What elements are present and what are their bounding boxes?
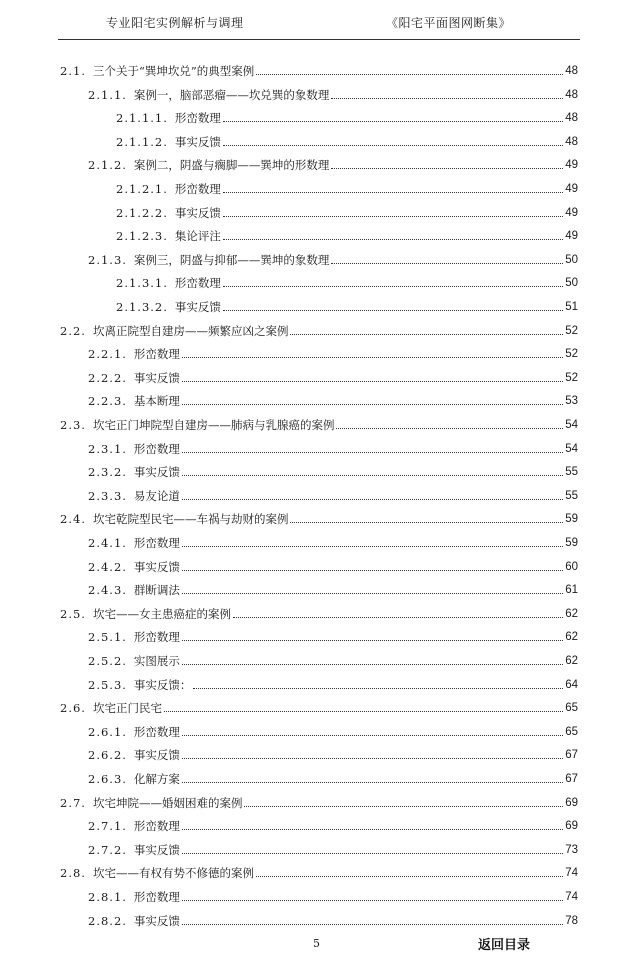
toc-entry[interactable] xyxy=(88,463,578,479)
toc-entry[interactable] xyxy=(60,62,578,78)
toc-entry-page: 50 xyxy=(565,253,578,266)
toc-entry-page: 54 xyxy=(565,419,578,431)
toc-entry-title: 基本断理 xyxy=(133,394,180,409)
toc-entry-title: 坎宅正门坤院型自建房——肺病与乳腺癌的案例 xyxy=(92,418,335,432)
toc-entry[interactable] xyxy=(116,180,578,196)
header-divider xyxy=(58,39,580,40)
toc-entry-page: 61 xyxy=(565,584,578,597)
toc-entry-number: 2.1.3. xyxy=(88,252,127,267)
toc-dot-leader xyxy=(182,829,563,830)
toc-dot-leader xyxy=(223,216,563,217)
toc-entry[interactable] xyxy=(88,676,578,692)
toc-entry-title: 形峦数理 xyxy=(174,182,221,196)
toc-entry-page: 65 xyxy=(565,702,578,715)
toc-entry-title: 事实反馈 xyxy=(133,370,180,385)
toc-entry[interactable] xyxy=(88,392,578,408)
toc-dot-leader xyxy=(182,900,563,901)
toc-dot-leader xyxy=(182,499,563,500)
toc-entry-page: 62 xyxy=(565,655,578,667)
toc-entry-title: 事实反馈 xyxy=(133,913,180,928)
toc-entry[interactable] xyxy=(116,274,578,290)
toc-entry[interactable] xyxy=(88,440,578,456)
toc-entry-title: 形峦数理 xyxy=(133,890,180,904)
toc-entry-number: 2.4.2. xyxy=(88,559,127,574)
toc-entry[interactable] xyxy=(88,581,578,597)
toc-entry-title: 坎离正院型自建房——频繁应凶之案例 xyxy=(92,323,289,338)
toc-dot-leader xyxy=(164,711,563,712)
toc-entry-page: 74 xyxy=(565,867,578,880)
toc-entry-number: 2.1.1.1. xyxy=(116,111,168,126)
toc-entry-page: 49 xyxy=(565,183,578,195)
toc-entry-page: 49 xyxy=(565,206,578,219)
toc-dot-leader xyxy=(256,876,563,877)
toc-entry-title: 坎宅乾院型民宅——车祸与劫财的案例 xyxy=(92,512,289,527)
toc-entry-page: 52 xyxy=(565,324,578,337)
toc-dot-leader xyxy=(182,570,563,571)
toc-entry-number: 2.3.2. xyxy=(88,465,127,480)
toc-entry[interactable] xyxy=(60,605,578,621)
toc-dot-leader xyxy=(182,357,563,358)
toc-entry-page: 48 xyxy=(565,88,578,101)
toc-entry-number: 2.7.2. xyxy=(88,842,127,857)
toc-entry-title: 案例二，阴盛与瘸脚——巽坤的形数理 xyxy=(133,158,330,173)
toc-dot-leader xyxy=(331,263,563,264)
toc-entry-title: 实图展示 xyxy=(133,654,180,668)
toc-entry-number: 2.4.1. xyxy=(88,536,127,550)
toc-entry[interactable] xyxy=(88,723,578,739)
toc-entry-title: 事实反馈 xyxy=(174,300,221,314)
toc-entry-number: 2.4.3. xyxy=(88,583,127,598)
toc-entry[interactable] xyxy=(88,86,578,102)
toc-entry-title: 形峦数理 xyxy=(133,347,180,362)
toc-entry-page: 48 xyxy=(565,65,578,77)
toc-entry-page: 62 xyxy=(565,607,578,620)
toc-dot-leader xyxy=(182,640,563,641)
toc-entry[interactable] xyxy=(88,345,578,361)
toc-entry[interactable] xyxy=(60,699,578,715)
toc-entry[interactable] xyxy=(88,251,578,267)
toc-entry-number: 2.1. xyxy=(60,64,86,78)
toc-entry-page: 49 xyxy=(565,159,578,172)
toc-entry-page: 59 xyxy=(565,537,578,549)
back-to-contents-link[interactable]: 返回目录 xyxy=(478,937,531,952)
toc-entry-page: 78 xyxy=(565,914,578,927)
toc-entry-number: 2.8.1. xyxy=(88,890,127,904)
toc-entry-title: 案例三，阴盛与抑郁——巽坤的象数理 xyxy=(133,252,330,267)
toc-entry[interactable] xyxy=(60,864,578,880)
toc-entry-page: 49 xyxy=(565,230,578,243)
toc-entry-number: 2.2. xyxy=(60,323,86,338)
toc-dot-leader xyxy=(331,168,563,169)
toc-dot-leader xyxy=(182,546,563,547)
toc-entry-number: 2.1.2. xyxy=(88,158,127,173)
toc-entry-number: 2.6. xyxy=(60,701,86,716)
toc-dot-leader xyxy=(182,853,563,854)
toc-entry-page: 69 xyxy=(565,820,578,833)
toc-entry[interactable] xyxy=(88,888,578,904)
toc-entry-number: 2.6.1. xyxy=(88,724,127,739)
toc-dot-leader xyxy=(182,593,563,594)
toc-dot-leader xyxy=(182,924,563,925)
toc-entry[interactable] xyxy=(60,416,578,432)
toc-dot-leader xyxy=(182,404,563,405)
toc-entry-number: 2.3.1. xyxy=(88,441,127,456)
toc-entry-page: 67 xyxy=(565,749,578,762)
toc-dot-leader xyxy=(182,452,563,453)
toc-entry[interactable] xyxy=(60,510,578,526)
toc-entry-page: 55 xyxy=(565,466,578,479)
toc-entry-title: 三个关于“巽坤坎兑”的典型案例 xyxy=(92,64,255,78)
toc-dot-leader xyxy=(336,428,563,429)
toc-entry-number: 2.1.3.1. xyxy=(116,276,168,291)
toc-entry-page: 51 xyxy=(565,301,578,313)
toc-entry-page: 50 xyxy=(565,277,578,290)
toc-dot-leader xyxy=(290,522,563,523)
toc-entry-title: 事实反馈 xyxy=(174,205,221,220)
toc-entry-number: 2.1.2.2. xyxy=(116,205,168,220)
page-number: 5 xyxy=(313,937,320,950)
toc-entry-number: 2.1.3.2. xyxy=(116,300,168,314)
toc-entry[interactable] xyxy=(60,794,578,810)
toc-entry[interactable] xyxy=(88,841,578,857)
toc-entry-page: 52 xyxy=(565,371,578,384)
header-book-title: 专业阳宅实例解析与调理 xyxy=(106,16,244,30)
toc-dot-leader xyxy=(244,806,563,807)
toc-entry-title: 形峦数理 xyxy=(174,111,221,126)
toc-entry[interactable] xyxy=(88,817,578,833)
toc-dot-leader xyxy=(331,98,563,99)
toc-dot-leader xyxy=(223,145,563,146)
toc-dot-leader xyxy=(223,239,563,240)
toc-dot-leader xyxy=(182,735,563,736)
toc-entry-title: 易友论道 xyxy=(133,488,180,503)
toc-dot-leader xyxy=(193,688,563,689)
toc-entry-title: 事实反馈 xyxy=(174,134,221,149)
header-series-title: 《阳宅平面图网断集》 xyxy=(386,16,512,30)
toc-entry-page: 60 xyxy=(565,560,578,573)
toc-entry-title: 形峦数理 xyxy=(133,536,180,550)
toc-entry-title: 形峦数理 xyxy=(133,819,180,834)
toc-dot-leader xyxy=(182,381,563,382)
toc-entry-title: 集论评注 xyxy=(174,229,221,244)
toc-dot-leader xyxy=(290,334,563,335)
toc-entry-page: 67 xyxy=(565,773,578,785)
toc-dot-leader xyxy=(223,192,563,193)
toc-entry-number: 2.2.2. xyxy=(88,370,127,385)
toc-dot-leader xyxy=(182,664,563,665)
toc-entry-title: 群断调法 xyxy=(133,583,180,598)
toc-dot-leader xyxy=(223,121,563,122)
toc-entry-page: 53 xyxy=(565,395,578,408)
toc-entry[interactable] xyxy=(88,369,578,385)
toc-entry-number: 2.8.2. xyxy=(88,913,127,928)
toc-entry-title: 形峦数理 xyxy=(174,276,221,291)
toc-entry-number: 2.5. xyxy=(60,606,86,621)
toc-entry-title: 形峦数理 xyxy=(133,724,180,739)
toc-entry[interactable] xyxy=(60,322,578,338)
toc-entry-number: 2.5.2. xyxy=(88,654,127,668)
toc-entry-title: 形峦数理 xyxy=(133,630,180,645)
toc-entry-number: 2.5.1. xyxy=(88,630,127,645)
toc-dot-leader xyxy=(233,617,563,618)
toc-entry-title: 坎宅——女主患癌症的案例 xyxy=(92,606,231,621)
toc-entry-title: 坎宅坤院——婚姻困难的案例 xyxy=(92,795,243,810)
toc-dot-leader xyxy=(182,758,563,759)
toc-entry[interactable] xyxy=(88,628,578,644)
toc-entry[interactable] xyxy=(88,487,578,503)
toc-entry-title: 事实反馈 xyxy=(133,842,180,857)
toc-entry-page: 64 xyxy=(565,678,578,691)
toc-dot-leader xyxy=(223,286,563,287)
toc-entry-page: 65 xyxy=(565,725,578,738)
toc-entry-page: 48 xyxy=(565,112,578,125)
toc-entry-page: 54 xyxy=(565,442,578,455)
toc-entry-title: 案例一，脑部恶瘤——坎兑巽的象数理 xyxy=(133,87,330,102)
toc-entry-title: 事实反馈 xyxy=(133,559,180,574)
toc-entry-number: 2.1.2.1. xyxy=(116,182,168,196)
toc-entry-number: 2.5.3. xyxy=(88,677,127,692)
toc-entry[interactable] xyxy=(116,109,578,125)
toc-dot-leader xyxy=(256,74,563,75)
toc-entry-number: 2.2.1. xyxy=(88,347,127,362)
toc-entry-number: 2.7. xyxy=(60,795,86,810)
toc-entry-title: 事实反馈： xyxy=(133,677,192,692)
toc-entry-number: 2.3.3. xyxy=(88,488,127,503)
toc-entry[interactable] xyxy=(116,133,578,149)
toc-entry-page: 55 xyxy=(565,489,578,502)
toc-entry-number: 2.3. xyxy=(60,418,86,432)
toc-entry-page: 52 xyxy=(565,348,578,361)
toc-entry[interactable] xyxy=(88,156,578,172)
toc-entry-page: 48 xyxy=(565,135,578,148)
toc-entry-number: 2.1.2.3. xyxy=(116,229,168,244)
toc-dot-leader xyxy=(182,782,563,783)
toc-entry-title: 坎宅正门民宅 xyxy=(92,701,162,716)
toc-entry-title: 事实反馈 xyxy=(133,465,180,480)
toc-entry[interactable] xyxy=(88,534,578,550)
toc-entry-number: 2.1.1. xyxy=(88,87,127,102)
toc-entry-title: 形峦数理 xyxy=(133,441,180,456)
toc-entry-number: 2.7.1. xyxy=(88,819,127,834)
toc-entry-number: 2.2.3. xyxy=(88,394,127,409)
toc-entry[interactable] xyxy=(116,227,578,243)
toc-entry-page: 69 xyxy=(565,796,578,809)
toc-entry-number: 2.8. xyxy=(60,866,86,881)
toc-entry-title: 事实反馈 xyxy=(133,748,180,763)
toc-entry-number: 2.6.2. xyxy=(88,748,127,763)
toc-entry[interactable] xyxy=(116,298,578,314)
toc-entry-number: 2.6.3. xyxy=(88,772,127,786)
toc-entry-number: 2.4. xyxy=(60,512,86,527)
toc-entry-page: 74 xyxy=(565,891,578,903)
toc-entry-title: 化解方案 xyxy=(133,772,180,786)
toc-entry-number: 2.1.1.2. xyxy=(116,134,168,149)
toc-entry-page: 62 xyxy=(565,631,578,644)
toc-entry-title: 坎宅——有权有势不修德的案例 xyxy=(92,866,254,881)
toc-entry[interactable] xyxy=(88,558,578,574)
toc-entry-page: 73 xyxy=(565,843,578,856)
toc-entry-page: 59 xyxy=(565,513,578,526)
toc-dot-leader xyxy=(182,475,563,476)
toc-entry[interactable] xyxy=(88,746,578,762)
toc-entry[interactable] xyxy=(116,204,578,220)
toc-entry[interactable] xyxy=(88,770,578,786)
toc-dot-leader xyxy=(223,310,563,311)
toc-entry[interactable] xyxy=(88,912,578,928)
toc-entry[interactable] xyxy=(88,652,578,668)
